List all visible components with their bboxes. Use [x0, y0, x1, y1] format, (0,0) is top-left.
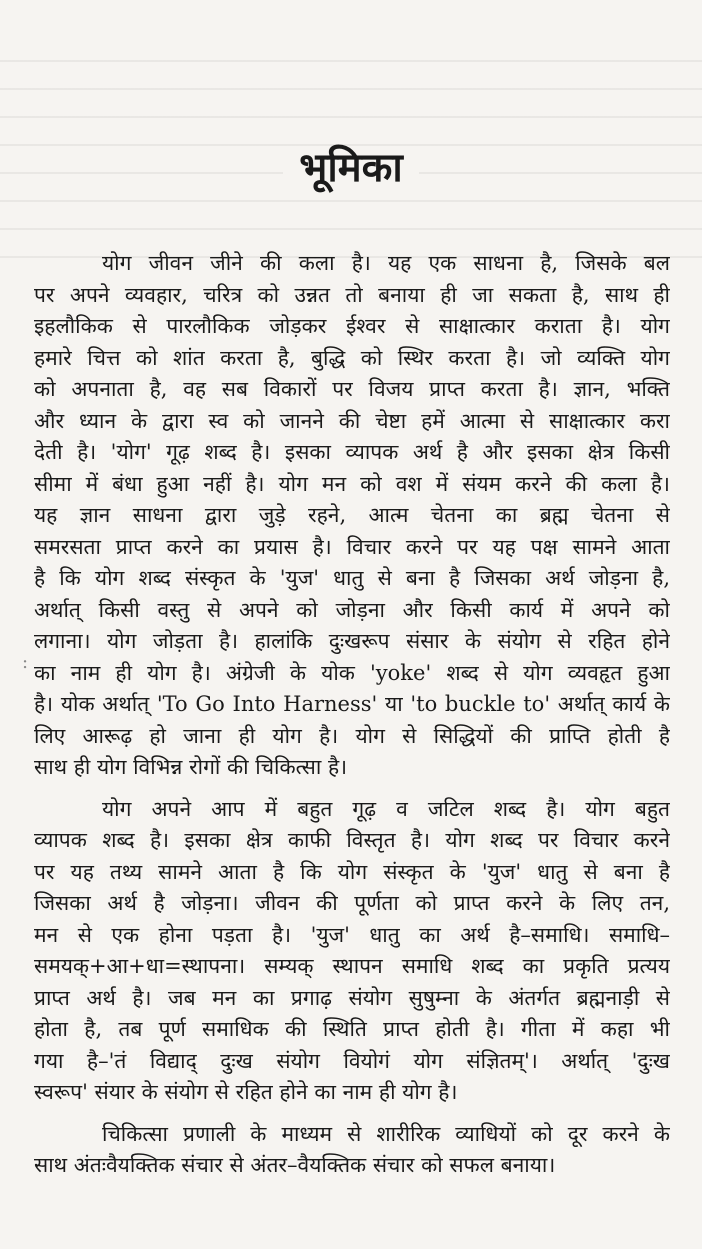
text-line: को अपनाता है, वह सब विकारों पर विजय प्राप्त करता है। ज्ञान, भक्ति: [34, 377, 670, 401]
paragraph-gap: [34, 784, 670, 794]
text-line: साथ ही योग विभिन्न रोगों की चिकित्सा है।: [34, 755, 348, 779]
text-line: यह ज्ञान साधना द्वारा जुड़े रहने, आत्म चेतना का ब्रह्म चेतना से: [34, 503, 670, 527]
text-line: और ध्यान के द्वारा स्व को जानने की चेष्टा हमें आत्मा से साक्षात्कार करा: [34, 408, 670, 433]
text-line: साथ अंतःवैयक्तिक संचार से अंतर–वैयक्तिक संचार को सफल बनाया।: [34, 1153, 556, 1177]
text-line: योग अपने आप में बहुत गूढ़ व जटिल शब्द है। योग बहुत: [102, 796, 670, 821]
paragraph-gap: [34, 1109, 670, 1119]
text-line: समयक्+आ+धा=स्थापना। सम्यक् स्थापन समाधि शब्द का प्रकृति प्रत्यय: [34, 954, 670, 978]
text-line: अर्थात् किसी वस्तु से अपने को जोड़ना और किसी कार्य में अपने को: [34, 597, 670, 622]
paragraph: [34, 248, 670, 784]
paragraph: [34, 1119, 670, 1182]
text-line: स्वरूप' संयार के संयोग से रहित होने का नाम ही योग है।: [34, 1080, 458, 1104]
paragraph: [34, 794, 670, 1109]
text-line: का नाम ही योग है। अंग्रेजी के योक 'yoke' शब्द से योग व्यवहृत हुआ: [34, 660, 670, 685]
page-heading: भूमिका: [0, 148, 702, 188]
text-line: लगाना। योग जोड़ता है। हालांकि दुःखरूप संसार के संयोग से रहित होने: [34, 629, 670, 653]
text-line: सीमा में बंधा हुआ नहीं है। योग मन को वश में संयम करने की कला है।: [34, 471, 670, 496]
text-line: समरसता प्राप्त करने का प्रयास है। विचार करने पर यह पक्ष सामने आता: [34, 534, 670, 559]
text-line: योग जीवन जीने की कला है। यह एक साधना है, जिसके बल: [102, 251, 670, 275]
text-line: प्राप्त अर्थ है। जब मन का प्रगाढ़ संयोग सुषुम्ना के अंतर्गत ब्रह्मनाड़ी से: [34, 985, 670, 1010]
text-line: है। योक अर्थात् 'To Go Into Harness' या 'to buckle to' अर्थात् कार्य के: [34, 692, 670, 716]
text-line: मन से एक होना पड़ता है। 'युज' धातु का अर्थ है–समाधि। समाधि–: [34, 922, 670, 947]
margin-mark: :: [22, 652, 29, 673]
text-line: है कि योग शब्द संस्कृत के 'युज' धातु से बना है जिसका अर्थ जोड़ना है,: [34, 566, 670, 590]
text-line: व्यापक शब्द है। इसका क्षेत्र काफी विस्तृत है। योग शब्द पर विचार करने: [34, 828, 670, 852]
body-text: [34, 248, 670, 1182]
text-line: पर अपने व्यवहार, चरित्र को उन्नत तो बनाया ही जा सकता है, साथ ही: [34, 282, 670, 307]
text-line: चिकित्सा प्रणाली के माध्यम से शारीरिक व्याधियों को दूर करने के: [102, 1121, 670, 1146]
text-line: पर यह तथ्य सामने आता है कि योग संस्कृत के 'युज' धातु से बना है: [34, 859, 670, 884]
text-line: इहलौकिक से पारलौकिक जोड़कर ईश्वर से साक्षात्कार कराता है। योग: [34, 314, 670, 338]
text-line: जिसका अर्थ है जोड़ना। जीवन की पूर्णता को प्राप्त करने के लिए तन,: [34, 891, 670, 915]
text-line: हमारे चित्त को शांत करता है, बुद्धि को स्थिर करता है। जो व्यक्ति योग: [34, 345, 670, 370]
text-line: होता है, तब पूर्ण समाधिक की स्थिति प्राप्त होती है। गीता में कहा भी: [34, 1017, 670, 1041]
text-line: देती है। 'योग' गूढ़ शब्द है। इसका व्यापक अर्थ है और इसका क्षेत्र किसी: [34, 440, 670, 464]
text-line: गया है–'तं विद्याद् दुःख संयोग वियोगं योग संज्ञितम्'। अर्थात् 'दुःख: [34, 1048, 670, 1073]
text-line: लिए आरूढ़ हो जाना ही योग है। योग से सिद्धियों की प्राप्ति होती है: [34, 723, 670, 748]
